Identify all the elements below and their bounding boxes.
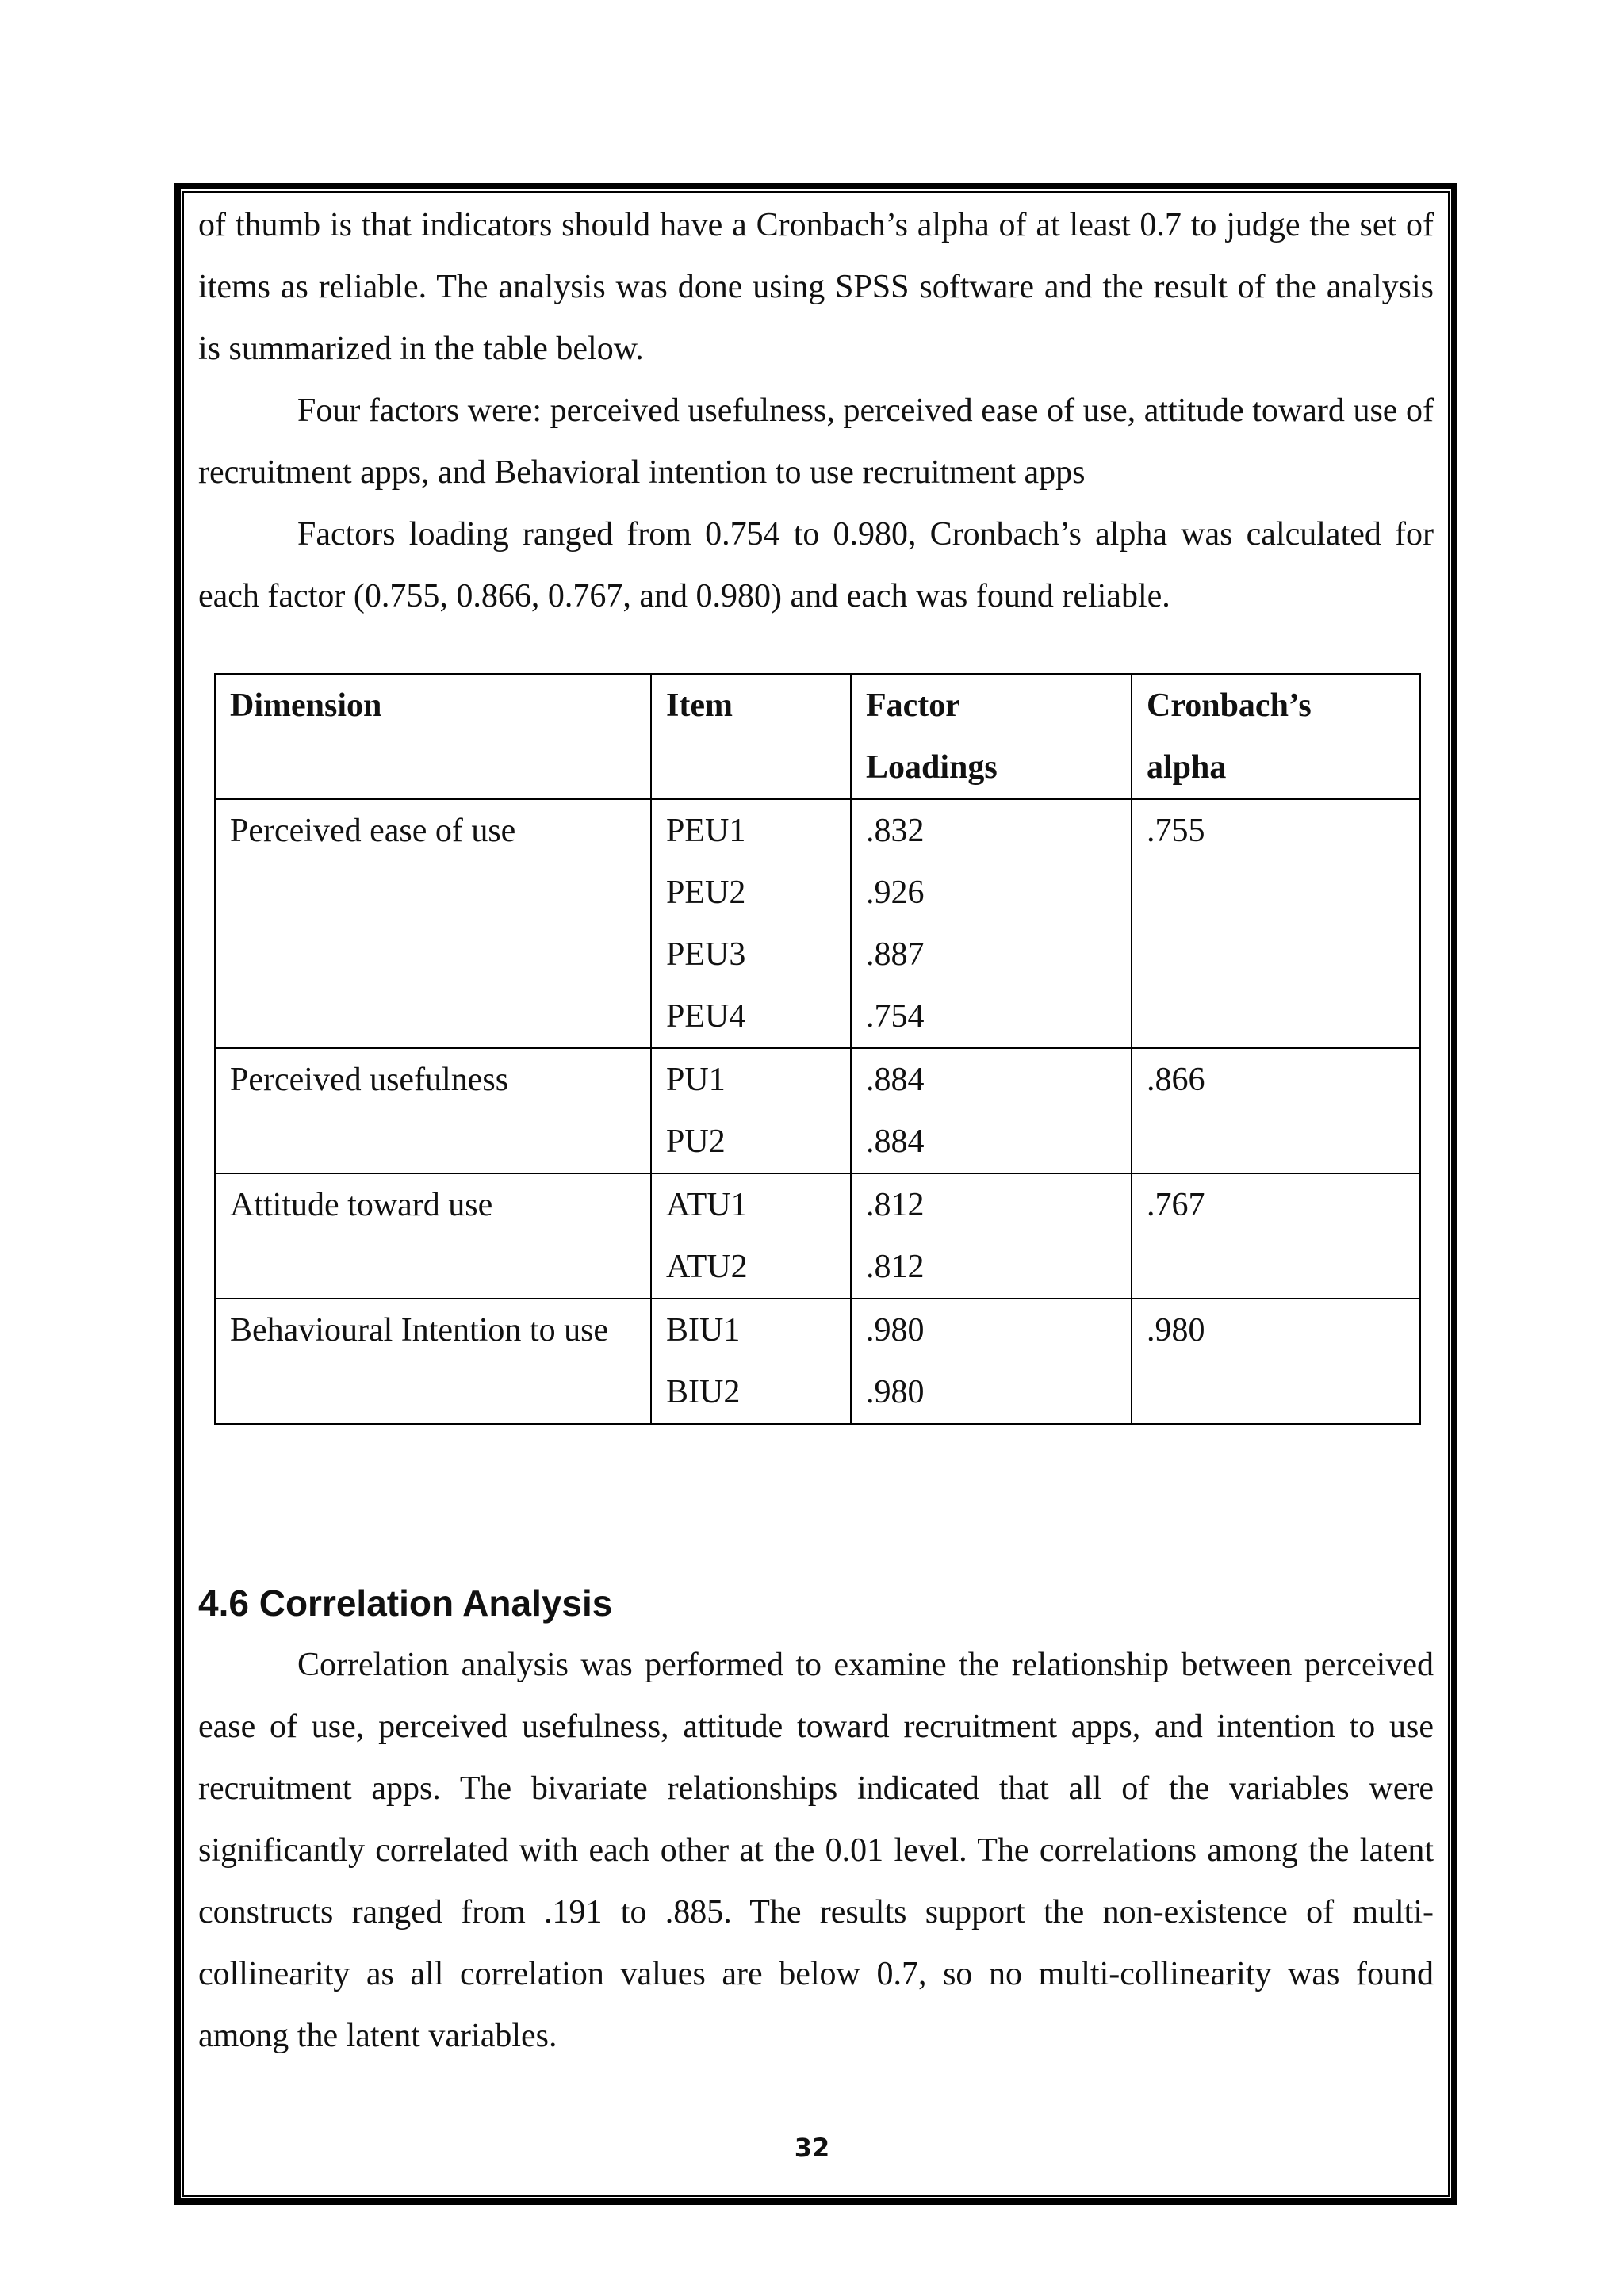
cell-alpha: .755	[1132, 799, 1420, 1048]
paragraph-factors-list: Four factors were: perceived usefulness, perceived ease of use, attitude toward use of recruitment apps, and Behavioral intention to use recruitment apps	[198, 392, 1434, 491]
table-row	[215, 1048, 1420, 1173]
cell-dimension: Perceived ease of use	[215, 799, 651, 1048]
section-spacer	[198, 1425, 1434, 1572]
header-cronbach-alpha: Cronbach’s alpha	[1132, 674, 1420, 799]
table-row	[215, 1173, 1420, 1299]
cell-alpha: .980	[1132, 1299, 1420, 1424]
cell-loadings: .812 .812	[851, 1173, 1132, 1299]
header-item: Item	[651, 674, 851, 799]
section-heading: 4.6 Correlation Analysis	[198, 1582, 613, 1624]
reliability-table	[214, 673, 1421, 1425]
cell-loadings: .832 .926 .887 .754	[851, 799, 1132, 1048]
header-dimension: Dimension	[215, 674, 651, 799]
cell-alpha: .767	[1132, 1173, 1420, 1299]
cell-items: PEU1 PEU2 PEU3 PEU4	[651, 799, 851, 1048]
cell-dimension: Attitude toward use	[215, 1173, 651, 1299]
paragraph-reliability-intro: of thumb is that indicators should have a Cronbach’s alpha of at least 0.7 to judge the set of items as reliable. The analysis was done using SPSS software and the result of the analysis is summarized in the table below.	[198, 207, 1434, 367]
table-row	[215, 799, 1420, 1048]
page-number: 32	[794, 2133, 830, 2163]
cell-loadings: .980 .980	[851, 1299, 1132, 1424]
cell-dimension: Perceived usefulness	[215, 1048, 651, 1173]
cell-items: PU1 PU2	[651, 1048, 851, 1173]
paragraph-correlation-analysis: Correlation analysis was performed to examine the relationship between perceived ease of use, perceived usefulness, attitude toward recruitment apps, and intention to use recruitment apps. The bivariate relationships indicated that all of the variables were significantly correlated with each other at the 0.01 level. The correlations among the latent constructs ranged from .191 to .885. The results support the non-existence of multi-collinearity as all correlation values are below 0.7, so no multi-collinearity was found among the latent variables.	[198, 1647, 1434, 2054]
cell-items: ATU1 ATU2	[651, 1173, 851, 1299]
cell-alpha: .866	[1132, 1048, 1420, 1173]
table-header-row	[215, 674, 1420, 799]
header-factor-loadings: Factor Loadings	[851, 674, 1132, 799]
page-content	[198, 194, 1434, 2067]
paragraph-factor-loadings: Factors loading ranged from 0.754 to 0.980, Cronbach’s alpha was calculated for each factor (0.755, 0.866, 0.767, and 0.980) and each was found reliable.	[198, 516, 1434, 614]
cell-loadings: .884 .884	[851, 1048, 1132, 1173]
cell-dimension: Behavioural Intention to use	[215, 1299, 651, 1424]
table-row	[215, 1299, 1420, 1424]
cell-items: BIU1 BIU2	[651, 1299, 851, 1424]
